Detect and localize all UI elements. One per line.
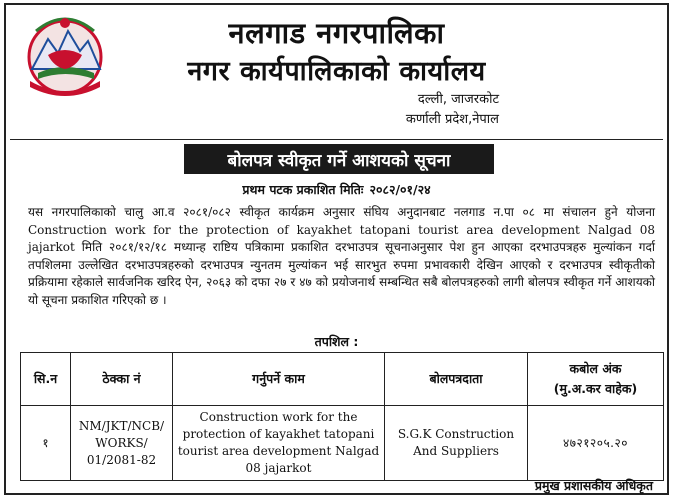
notice-body: यस नगरपालिकाको चालु आ.व २०८१/०८२ स्वीकृत कार्यक्रम अनुसार संघिय अनुदानबाट नलगाड न.पा ०८ मा संचालन हुने योजना Construction work for the protection of kayakhet tatopani tourist area development Nalgad 08 jajarkot मिति २०८१/१२/१८ मध्यान्ह राष्टिय पत्रिकामा प्रकाशित दरभाउपत्र सूचनाअनुसार पेश हुन आएका दरभाउपत्रहरु मुल्यांकन गर्दा तपशिलमा उल्लेखित दरभाउपत्रहरुको दरभाउपत्र न्युनतम मुल्यांकन भई सारभुत रुपमा प्रभावकारी देखिन आएको र दरभाउपत्र स्वीकृतीको प्रक्रियामा रहेकाले सार्वजनिक खरिद ऐन, २०६३ को दफा २७ र ४७ को प्रयोजनार्थ सम्बन्धित सबै बोलपत्रहरुको लागी बोलपत्र स्वीकृत गर्ने आशयको यो सूचना प्रकाशित गरिएको छ ।: [28, 205, 655, 307]
col-header-amount: [528, 353, 664, 406]
municipality-name: नलगाड नगरपालिका: [228, 16, 445, 50]
col-header-amount-line1: कबोल अंक: [569, 361, 622, 376]
col-header-amount-line2: (मु.अ.कर वाहेक): [553, 381, 638, 396]
col-header-contract-no: ठेक्का नं: [71, 353, 173, 406]
cell-amount: ४७२१२०५.२०: [528, 406, 664, 481]
notice-title-banner: [184, 144, 494, 174]
address-line-2: कर्णाली प्रदेश,नेपाल: [405, 112, 499, 127]
header-divider: [10, 139, 663, 140]
schedule-label: तपशिल :: [314, 334, 359, 349]
signature-title: प्रमुख प्रशासकीय अधिकृत: [534, 478, 653, 493]
table-header-row: [21, 353, 664, 406]
published-line: [6, 181, 667, 198]
notice-title: बोलपत्र स्वीकृत गर्ने आशयको सूचना: [227, 150, 451, 171]
address-line-1: दल्ली, जाजरकोट: [417, 92, 499, 107]
office-name: नगर कार्यपालिकाको कार्यालय: [187, 56, 486, 87]
cell-contract-no: NM/JKT/NCB/ WORKS/ 01/2081-82: [71, 406, 173, 481]
table-row: [21, 406, 664, 481]
award-table: [20, 352, 664, 481]
col-header-sn: सि.न: [21, 353, 71, 406]
col-header-bidder: बोलपत्रदाता: [385, 353, 528, 406]
published-date: २०८२/०१/२४: [369, 182, 431, 197]
notice-page: [4, 3, 669, 495]
published-label: प्रथम पटक प्रकाशित मितिः: [242, 182, 364, 197]
cell-bidder: S.G.K Construction And Suppliers: [385, 406, 528, 481]
cell-sn: १: [21, 406, 71, 481]
cell-work: Construction work for the protection of kayakhet tatopani tourist area development Nalgad 08 jajarkot: [173, 406, 385, 481]
col-header-work: गर्नुपर्ने काम: [173, 353, 385, 406]
